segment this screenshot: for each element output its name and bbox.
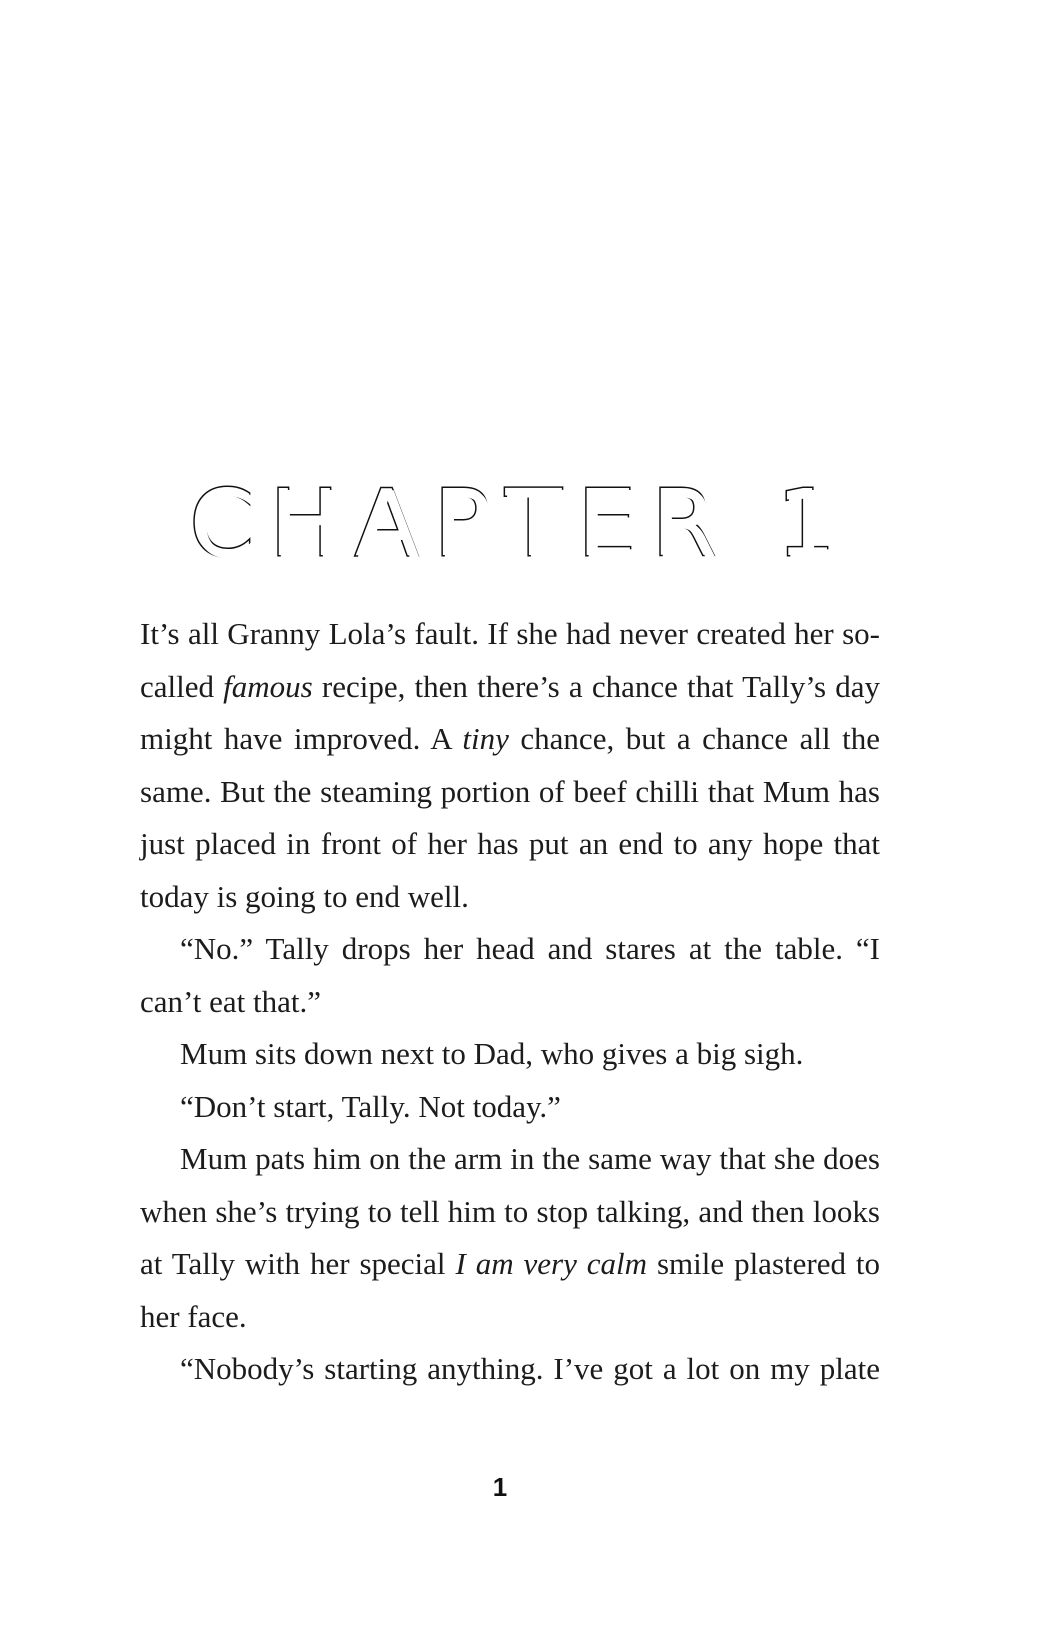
paragraph-3 xyxy=(140,1028,880,1081)
italic-text-segment: tiny xyxy=(462,721,509,756)
page-number: 1 xyxy=(492,1472,508,1502)
chapter-title: CHAPTER 1 xyxy=(189,470,852,577)
paragraph-6 xyxy=(140,1343,880,1396)
paragraph-1 xyxy=(140,608,880,923)
text-segment: “Nobody’s starting anything. I’ve got a lot on my plate xyxy=(180,1351,880,1386)
paragraph-2 xyxy=(140,923,880,1028)
text-segment: smile plastered to her face. xyxy=(140,1246,881,1334)
italic-text-segment: I am very calm xyxy=(455,1246,648,1281)
text-segment: It’s all Granny Lola’s fault. If she had never created her so-called xyxy=(140,616,880,704)
text-segment: “Don’t start, Tally. Not today.” xyxy=(180,1088,561,1124)
paragraph-4 xyxy=(140,1081,880,1134)
text-segment: Mum sits down next to Dad, who gives a big sigh. xyxy=(180,1036,804,1071)
text-segment: Mum pats him on the arm in the same way that she does when she’s trying to tell him to stop talking, and then looks at Tally with her special xyxy=(140,1141,880,1281)
chapter-body xyxy=(140,608,880,1396)
paragraph-5 xyxy=(140,1133,880,1343)
chapter-heading xyxy=(0,470,1041,577)
text-segment: recipe, then there’s a chance that Tally’s day might have improved. A xyxy=(140,668,880,756)
text-segment: “No.” Tally drops her head and stares at the table. “I can’t eat that.” xyxy=(140,931,880,1019)
italic-text-segment: famous xyxy=(223,668,313,704)
text-segment: chance, but a chance all the same. But the steaming portion of beef chilli that Mum has just placed in front of her has put an end to any hope that today is going to end well. xyxy=(140,721,880,914)
